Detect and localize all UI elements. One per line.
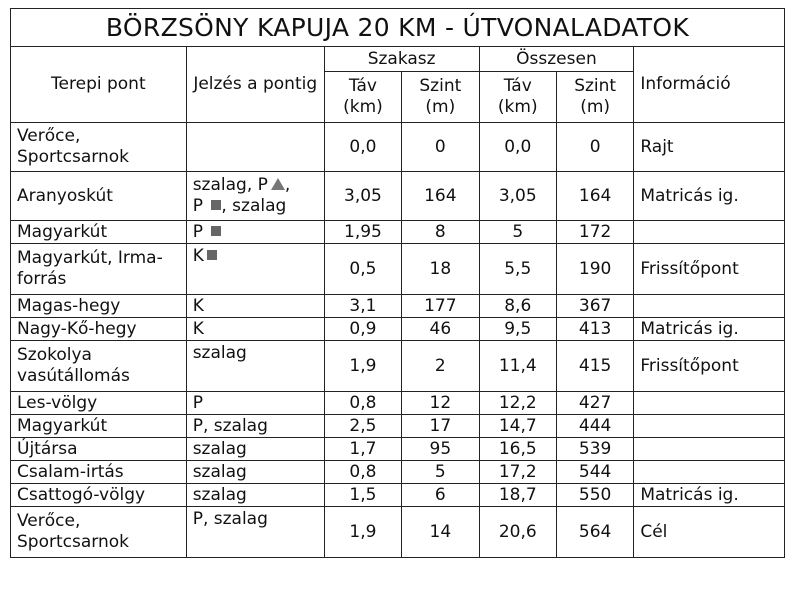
cell-tot-dist: 11,4 [479,341,556,392]
cell-seg-elev: 95 [402,438,479,461]
cell-tot-elev: 564 [556,507,633,558]
cell-tot-elev: 190 [556,244,633,295]
cell-info: Frissítőpont [634,341,785,392]
header-info: Információ [634,47,785,123]
header-point: Terepi pont [11,47,187,123]
cell-tot-elev: 164 [556,172,633,221]
cell-seg-elev: 18 [402,244,479,295]
cell-info [634,438,785,461]
cell-sign: szalag, P , P , szalag [186,172,324,221]
cell-tot-dist: 0,0 [479,123,556,172]
cell-tot-elev: 544 [556,461,633,484]
cell-seg-elev: 6 [402,484,479,507]
cell-tot-elev: 539 [556,438,633,461]
table-row [11,295,785,318]
cell-tot-dist: 9,5 [479,318,556,341]
cell-info: Matricás ig. [634,318,785,341]
cell-info [634,415,785,438]
cell-seg-dist: 0,5 [324,244,401,295]
cell-seg-dist: 3,05 [324,172,401,221]
cell-sign: K [186,244,324,295]
cell-info: Frissítőpont [634,244,785,295]
cell-seg-dist: 1,95 [324,221,401,244]
cell-sign: K [186,295,324,318]
page-title: BÖRZSÖNY KAPUJA 20 KM - ÚTVONALADATOK [10,8,785,46]
cell-tot-dist: 17,2 [479,461,556,484]
cell-point: Nagy-Kő-hegy [11,318,187,341]
grey-square-icon [211,226,221,236]
cell-point: Aranyoskút [11,172,187,221]
cell-info [634,295,785,318]
cell-seg-dist: 1,9 [324,341,401,392]
cell-sign: szalag [186,438,324,461]
cell-tot-dist: 12,2 [479,392,556,415]
cell-tot-dist: 5,5 [479,244,556,295]
cell-info: Matricás ig. [634,484,785,507]
table-row [11,318,785,341]
table-row [11,172,785,221]
cell-info [634,221,785,244]
cell-tot-elev: 550 [556,484,633,507]
grey-square-icon [211,200,221,210]
table-row [11,438,785,461]
cell-sign: szalag [186,461,324,484]
cell-sign: P [186,392,324,415]
cell-seg-dist: 3,1 [324,295,401,318]
header-seg-elev: Szint (m) [402,72,479,123]
cell-seg-dist: 0,8 [324,392,401,415]
cell-tot-dist: 16,5 [479,438,556,461]
cell-tot-elev: 413 [556,318,633,341]
table-row [11,123,785,172]
cell-tot-dist: 3,05 [479,172,556,221]
header-tot-dist: Táv (km) [479,72,556,123]
table-row [11,484,785,507]
cell-point: Magyarkút [11,221,187,244]
cell-seg-dist: 2,5 [324,415,401,438]
header-tot-elev: Szint (m) [556,72,633,123]
cell-point: Csattogó-völgy [11,484,187,507]
table-row [11,392,785,415]
cell-seg-dist: 0,8 [324,461,401,484]
cell-tot-elev: 444 [556,415,633,438]
cell-sign: P, szalag [186,415,324,438]
cell-seg-elev: 0 [402,123,479,172]
cell-seg-elev: 46 [402,318,479,341]
cell-sign: P, szalag [186,507,324,558]
header-total: Összesen [479,47,634,72]
header-sign: Jelzés a pontig [186,47,324,123]
cell-tot-elev: 415 [556,341,633,392]
cell-seg-dist: 1,5 [324,484,401,507]
grey-square-icon [207,250,217,260]
cell-seg-elev: 177 [402,295,479,318]
cell-info [634,461,785,484]
cell-tot-dist: 20,6 [479,507,556,558]
cell-seg-dist: 1,9 [324,507,401,558]
cell-seg-dist: 0,9 [324,318,401,341]
cell-seg-elev: 164 [402,172,479,221]
cell-tot-elev: 367 [556,295,633,318]
cell-sign: K [186,318,324,341]
cell-sign [186,123,324,172]
cell-point: Magas-hegy [11,295,187,318]
cell-point: Magyarkút [11,415,187,438]
cell-point: Csalam-irtás [11,461,187,484]
cell-info: Rajt [634,123,785,172]
cell-info: Matricás ig. [634,172,785,221]
cell-point: Szokolya vasútállomás [11,341,187,392]
cell-point: Verőce, Sportcsarnok [11,507,187,558]
table-row [11,507,785,558]
cell-sign: P [186,221,324,244]
table-row [11,221,785,244]
cell-seg-elev: 2 [402,341,479,392]
cell-info [634,392,785,415]
cell-sign: szalag [186,484,324,507]
cell-tot-elev: 0 [556,123,633,172]
cell-point: Verőce, Sportcsarnok [11,123,187,172]
cell-tot-dist: 18,7 [479,484,556,507]
cell-seg-dist: 0,0 [324,123,401,172]
table-row [11,461,785,484]
cell-seg-elev: 12 [402,392,479,415]
cell-seg-elev: 14 [402,507,479,558]
cell-tot-elev: 427 [556,392,633,415]
cell-info: Cél [634,507,785,558]
grey-triangle-icon [271,178,285,190]
cell-tot-dist: 14,7 [479,415,556,438]
cell-tot-elev: 172 [556,221,633,244]
route-table [10,46,785,558]
table-row [11,415,785,438]
cell-seg-elev: 17 [402,415,479,438]
cell-seg-dist: 1,7 [324,438,401,461]
cell-tot-dist: 5 [479,221,556,244]
table-row [11,341,785,392]
cell-seg-elev: 8 [402,221,479,244]
cell-point: Les-völgy [11,392,187,415]
header-seg-dist: Táv (km) [324,72,401,123]
header-segment: Szakasz [324,47,479,72]
table-row [11,244,785,295]
cell-seg-elev: 5 [402,461,479,484]
cell-point: Magyarkút, Irma-forrás [11,244,187,295]
cell-tot-dist: 8,6 [479,295,556,318]
cell-point: Újtársa [11,438,187,461]
cell-sign: szalag [186,341,324,392]
